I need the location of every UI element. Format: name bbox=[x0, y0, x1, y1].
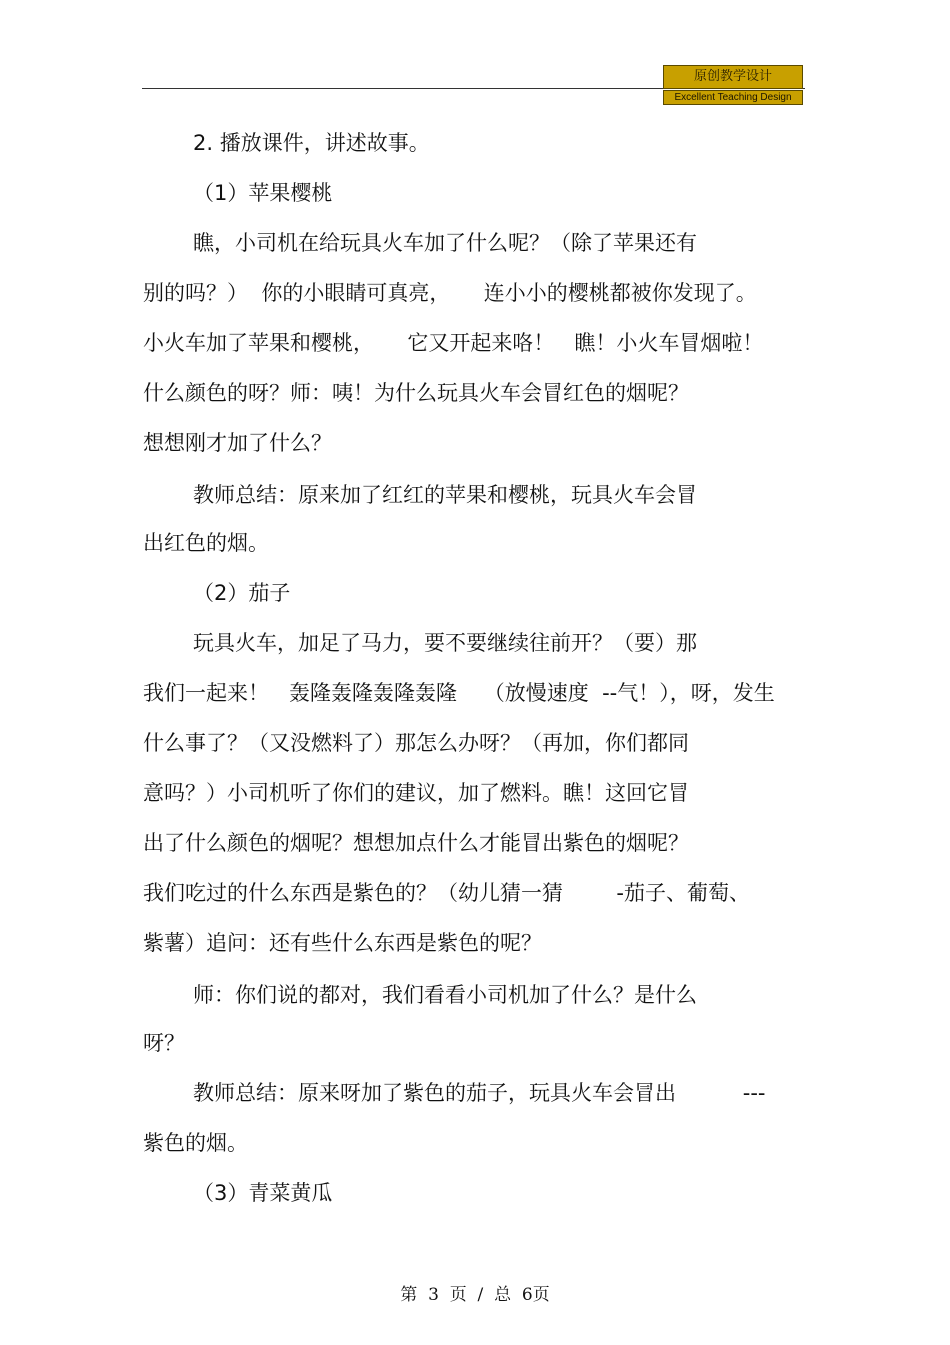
header-badge-title: 原创教学设计 bbox=[663, 65, 803, 89]
body-line: 呀？ bbox=[143, 1031, 185, 1055]
section-heading: （3）青菜黄瓜 bbox=[193, 1181, 333, 1205]
body-line: 小火车加了苹果和樱桃， 它又开起来咯！ 瞧！小火车冒烟啦！ bbox=[143, 331, 764, 355]
body-line: 教师总结：原来呀加了紫色的茄子，玩具火车会冒出 --- bbox=[193, 1081, 766, 1105]
section-heading: （1）苹果樱桃 bbox=[193, 181, 333, 205]
body-line: 意吗？）小司机听了你们的建议，加了燃料。瞧！这回它冒 bbox=[143, 781, 689, 805]
body-line: 瞧，小司机在给玩具火车加了什么呢？（除了苹果还有 bbox=[193, 231, 697, 255]
page-number-footer: 第 3 页 / 总 6页 bbox=[400, 1285, 550, 1305]
body-line: 师：你们说的都对，我们看看小司机加了什么？是什么 bbox=[193, 983, 697, 1007]
body-line: 什么颜色的呀？师：咦！为什么玩具火车会冒红色的烟呢？ bbox=[143, 381, 689, 405]
body-line: 教师总结：原来加了红红的苹果和樱桃，玩具火车会冒 bbox=[193, 483, 697, 507]
body-line: 什么事了？（又没燃料了）那怎么办呀？（再加，你们都同 bbox=[143, 731, 689, 755]
body-line: 2. 播放课件，讲述故事。 bbox=[193, 131, 430, 155]
header-badge-subtitle: Excellent Teaching Design bbox=[663, 90, 803, 105]
body-line: 出了什么颜色的烟呢？想想加点什么才能冒出紫色的烟呢？ bbox=[143, 831, 689, 855]
section-heading: （2）茄子 bbox=[193, 581, 291, 605]
body-line: 玩具火车，加足了马力，要不要继续往前开？（要）那 bbox=[193, 631, 697, 655]
body-line: 紫色的烟。 bbox=[143, 1131, 248, 1155]
body-line: 想想刚才加了什么？ bbox=[143, 431, 332, 455]
body-line: 紫薯）追问：还有些什么东西是紫色的呢？ bbox=[143, 931, 542, 955]
body-line: 我们一起来！ 轰隆轰隆轰隆轰隆 （放慢速度 --气！），呀，发生 bbox=[143, 681, 775, 705]
body-line: 别的吗？） 你的小眼睛可真亮， 连小小的樱桃都被你发现了。 bbox=[143, 281, 757, 305]
body-line: 我们吃过的什么东西是紫色的？（幼儿猜一猜 -茄子、葡萄、 bbox=[143, 881, 750, 905]
body-line: 出红色的烟。 bbox=[143, 531, 269, 555]
